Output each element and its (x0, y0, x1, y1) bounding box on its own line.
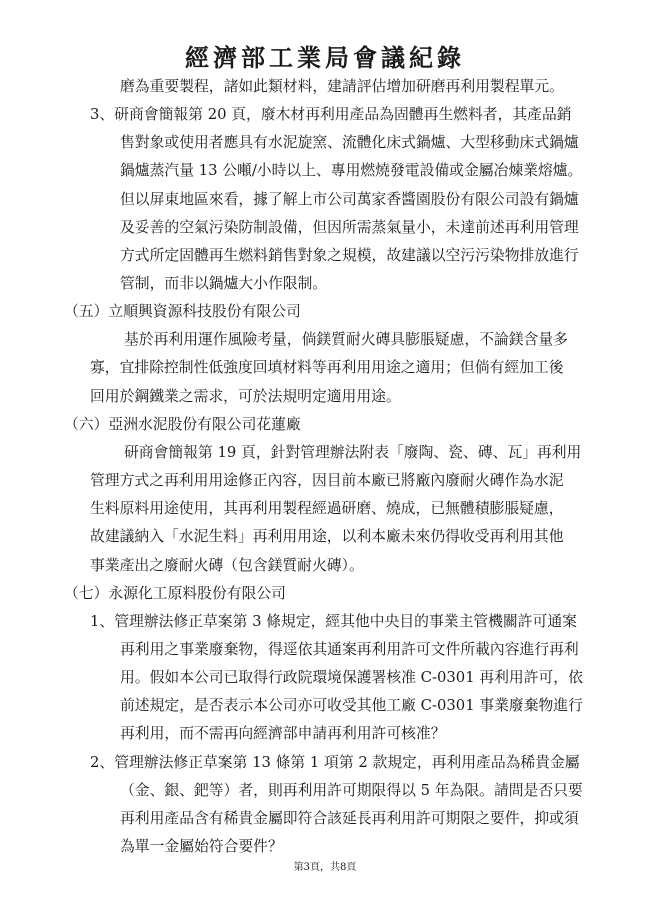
body-line: 方式所定固體再生燃料銷售對象之規模，故建議以空污污染物排放進行 (120, 246, 579, 264)
document-title: 經濟部工業局會議紀錄 (185, 43, 465, 72)
page-number: 第3頁，共8頁 (293, 862, 357, 873)
body-line: 管理方式之再利用用途修正內容，因目前本廠已將廠內廢耐火磚作為水泥 (90, 472, 564, 490)
body-line: 磨為重要製程，諸如此類材料，建請評估增加研磨再利用製程單元。 (120, 78, 564, 95)
body-line: 用。假如本公司已取得行政院環境保護署核准 C-0301 再利用許可，依 (120, 669, 583, 687)
body-line: 基於再利用運作風險考量，倘鎂質耐火磚具膨脹疑慮，不論鎂含量多 (124, 331, 568, 349)
body-line: 為單一金屬始符合要件？ (120, 838, 283, 855)
body-line: 鍋爐蒸汽量 13 公噸/小時以上、專用燃燒發電設備或金屬冶煉業熔爐。 (120, 162, 583, 180)
section-heading: （五）立順興資源科技股份有限公司 (64, 303, 301, 321)
body-line: 售對象或使用者應具有水泥旋窯、流體化床式鍋爐、大型移動床式鍋爐 (120, 134, 579, 152)
body-line: 再利用之事業廢棄物，得逕依其通案再利用許可文件所載內容進行再利 (120, 640, 579, 658)
body-line: （金、銀、鈀等）者，則再利用許可期限得以 5 年為限。請問是否只要 (120, 781, 583, 799)
body-line: 管制，而非以鍋爐大小作限制。 (120, 275, 328, 293)
body-line: 再利用，而不需再向經濟部申請再利用許可核准？ (120, 725, 446, 743)
body-line: 前述規定，是否表示本公司亦可收受其他工廠 C-0301 事業廢棄物進行 (120, 697, 583, 715)
body-line: 再利用產品含有稀貴金屬即符合該延長再利用許可期限之要件，抑或須 (120, 809, 579, 827)
body-line: 寡，宜排除控制性低強度回填材料等再利用用途之適用；但倘有經加工後 (90, 359, 564, 377)
body-line: 故建議納入「水泥生料」再利用用途，以利本廠未來仍得收受再利用其他 (90, 528, 564, 546)
section-heading: （七）永源化工原料股份有限公司 (64, 584, 286, 602)
body-line: 研商會簡報第 19 頁，針對管理辦法附表「廢陶、瓷、磚、瓦」再利用 (124, 443, 582, 461)
body-line: 3、研商會簡報第 20 頁，廢木材再利用產品為固體再生燃料者，其產品銷 (90, 106, 572, 124)
section-heading: （六）亞洲水泥股份有限公司花蓮廠 (64, 415, 301, 433)
body-line: 但以屏東地區來看，據了解上市公司萬家香醬園股份有限公司設有鍋爐 (120, 190, 579, 208)
body-line: 事業產出之廢耐火磚（包含鎂質耐火磚）。 (90, 556, 364, 574)
body-line: 2、管理辦法修正草案第 13 條第 1 項第 2 款規定，再利用產品為稀貴金屬 (90, 753, 580, 771)
body-line: 1、管理辦法修正草案第 3 條規定，經其他中央目的事業主管機關許可通案 (90, 612, 577, 630)
body-line: 回用於鋼鐵業之需求，可於法規明定適用用途。 (90, 387, 401, 405)
body-line: 生料原料用途使用，其再利用製程經過研磨、燒成，已無體積膨脹疑慮， (90, 500, 564, 518)
body-line: 及妥善的空氣污染防制設備，但因所需蒸氣量小，未達前述再利用管理 (120, 218, 579, 236)
